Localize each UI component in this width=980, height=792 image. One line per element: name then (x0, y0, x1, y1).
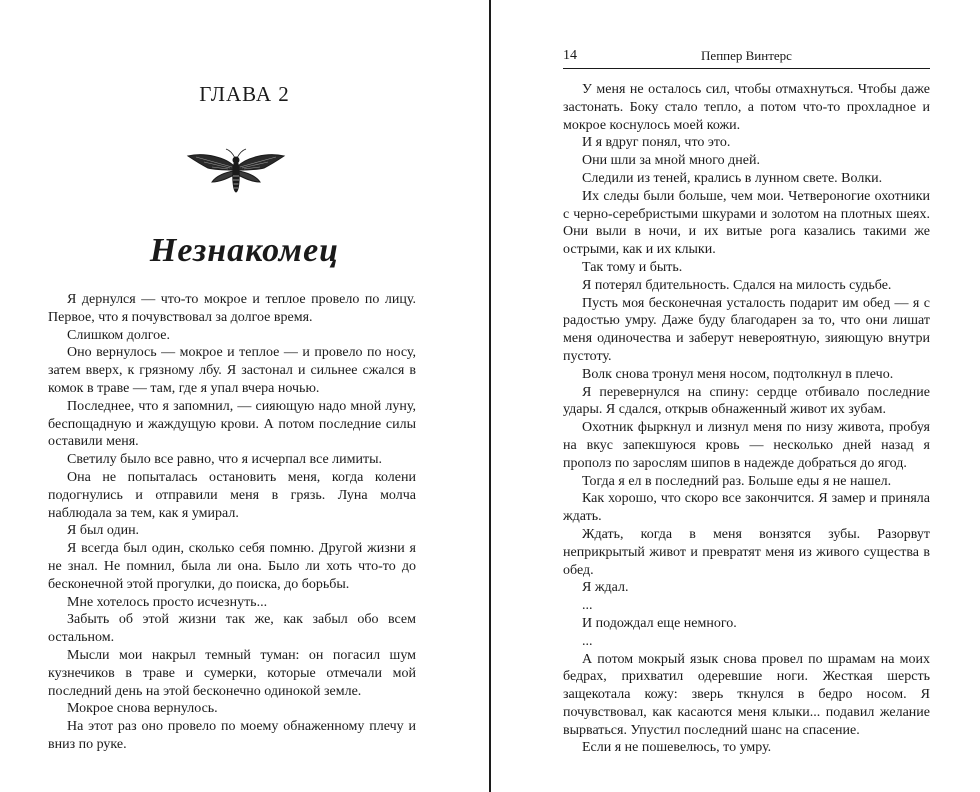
paragraph: И подождал еще немного. (582, 615, 737, 631)
paragraph: Их следы были больше, чем мои. Четвероногие охотники с черно-серебристыми шкурами и золотом на плотных шеях. Они выли в ночи, и их витые рога казались такими же острыми, как и их клыки. (563, 188, 930, 258)
paragraph: Пусть моя бесконечная усталость подарит им обед — я с радостью умру. Даже буду благодарен за то, что они лишат меня одиночества и заберут невероятную, зияющую внутри пустоту. (563, 295, 930, 364)
paragraph: Если я не пошевелюсь, то умру. (582, 740, 772, 756)
paragraph: Я потерял бдительность. Сдался на милость судьбе. (582, 277, 892, 293)
moth-ornament (186, 146, 286, 198)
paragraph: Я дернулся — что-то мокрое и теплое провело по лицу. Первое, что я почувствовал за долгое время. (48, 292, 416, 325)
paragraph: Светилу было все равно, что я исчерпал все лимиты. (67, 452, 383, 468)
paragraph: Я ждал. (582, 580, 629, 596)
paragraph: Тогда я ел в последний раз. Больше еды я не нашел. (582, 473, 892, 489)
chapter-title: Незнакомец (149, 232, 340, 269)
paragraph: Как хорошо, что скоро все закончится. Я замер и приняла ждать. (563, 491, 930, 525)
running-header-author: Пеппер Винтерс (701, 48, 792, 63)
right-page (491, 0, 980, 792)
right-page-text (563, 81, 930, 757)
paragraph: Забыть об этой жизни так же, как забыл обо всем остальном. (48, 612, 416, 646)
paragraph: Я был один. (67, 523, 140, 539)
paragraph: Я перевернулся на спину: сердце отбивало последние удары. Я сдался, открыв обнаженный живот их зубам. (563, 384, 930, 418)
paragraph: У меня не осталось сил, чтобы отмахнуться. Чтобы даже застонать. Боку стало тепло, а потом что-то прохладное и мокрое коснулось моей кожи. (563, 82, 930, 133)
running-header (563, 48, 930, 69)
paragraph: Мне хотелось просто исчезнуть... (67, 594, 268, 610)
paragraph: На этот раз оно провело по моему обнаженному плечу и вниз по руке. (48, 719, 416, 752)
paragraph: Последнее, что я запомнил, — сияющую надо мной луну, беспощадную и жаждущую крови. А потом последние силы оставили меня. (48, 398, 416, 450)
paragraph: Она не попыталась остановить меня, когда колени подогнулись и отправили меня в грязь. Луна молча наблюдала за тем, как я умирал. (48, 469, 416, 521)
paragraph: Следили из теней, крались в лунном свете. Волки. (582, 170, 883, 186)
paragraph: Оно вернулось — мокрое и теплое — и провело по носу, затем вверх, к грязному лбу. Я застонал и сильнее сжался в комок в траве — там, где я упал вчера ночью. (48, 345, 416, 396)
paragraph: Они шли за мной много дней. (582, 153, 761, 169)
paragraph: Я всегда был один, сколько себя помню. Другой жизни я не знал. Не помнил, была ли она. Было ли хоть что-то до бесконечной этой прогулки, до поиска, до борьбы. (48, 541, 416, 592)
paragraph: Ждать, когда в меня вонзятся зубы. Разорвут неприкрытый живот и превратят меня из живого существа в обед. (563, 526, 930, 578)
paragraph: Мысли мои накрыл темный туман: он погасил шум кузнечиков в траве и сумерки, которые отмечали мой последний день на этой бесконечно одинокой земле. (48, 647, 416, 699)
paragraph: Охотник фыркнул и лизнул меня по низу живота, пробуя на вкус запекшуюся кровь — несколько дней назад я прополз по зарослям шипов в надежде добраться до ягод. (563, 420, 930, 471)
left-page (0, 0, 489, 792)
chapter-label: ГЛАВА 2 (199, 82, 290, 106)
paragraph: ... (582, 598, 593, 614)
page-number: 14 (563, 48, 577, 63)
paragraph: ... (582, 633, 593, 649)
left-page-text (48, 291, 416, 754)
paragraph: Волк снова тронул меня носом, подтолкнул в плечо. (582, 366, 894, 382)
paragraph: Мокрое снова вернулось. (67, 701, 218, 717)
paragraph: И я вдруг понял, что это. (582, 135, 731, 151)
paragraph: Так тому и быть. (582, 259, 683, 275)
paragraph: А потом мокрый язык снова провел по шрамам на моих бедрах, прихватил одеревшие ноги. Жесткая шерсть защекотала кожу: зверь ткнулся в бедро носом. Я почувствовал, как касаются меня клыки... подавил желание вырваться. Упустил последний шанс на спасение. (563, 651, 930, 738)
paragraph: Слишком долгое. (67, 327, 170, 343)
